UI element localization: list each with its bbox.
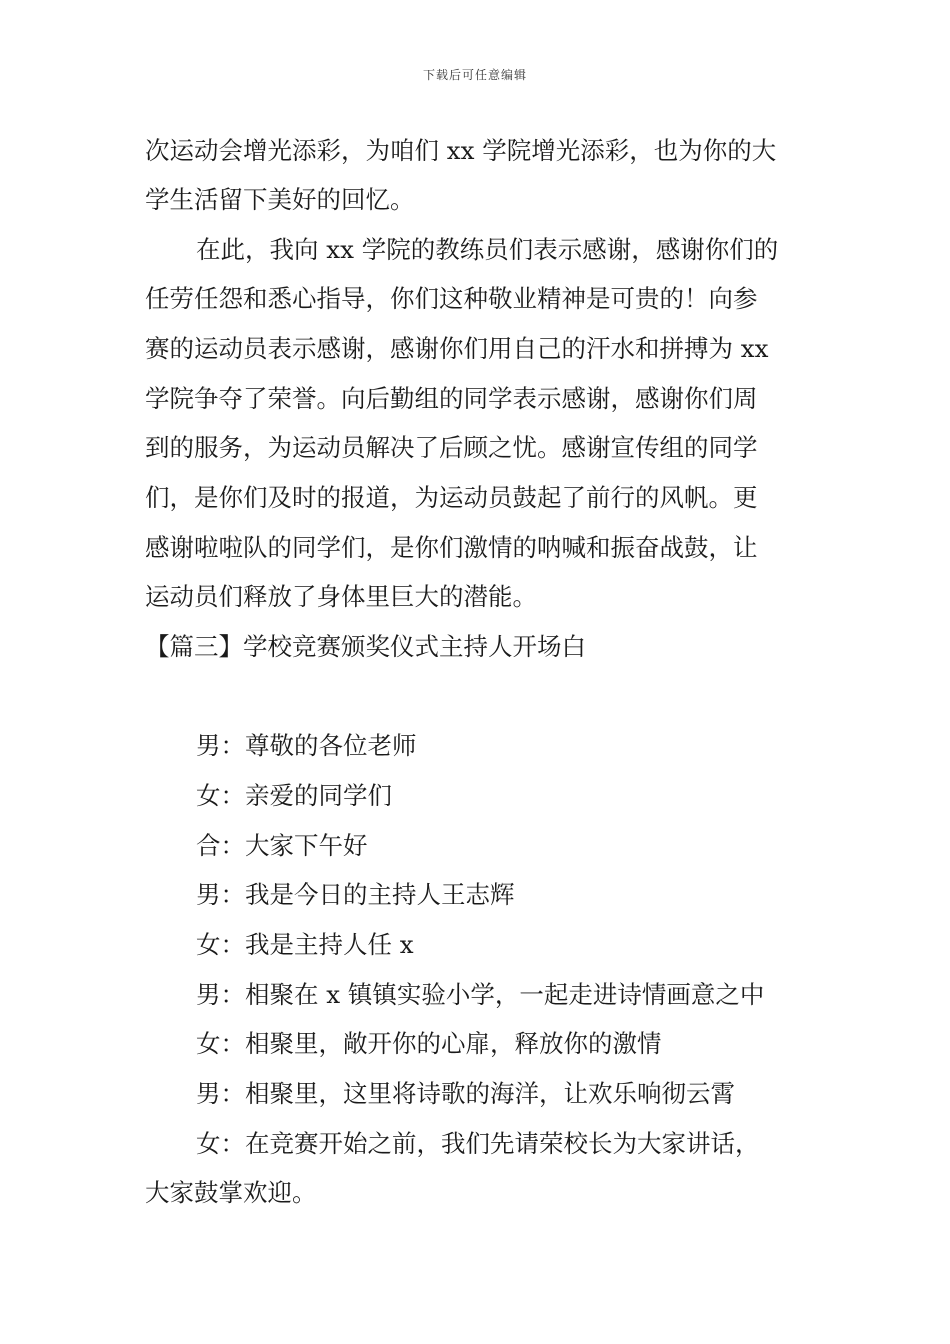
dialogue-line: 女：我是主持人任 x bbox=[196, 930, 414, 959]
paragraph-line: 运动员们释放了身体里巨大的潜能。 bbox=[145, 582, 537, 611]
paragraph-line: 任劳任怨和悉心指导，你们这种敬业精神是可贵的！向参 bbox=[145, 284, 758, 313]
paragraph-line: 在此，我向 xx 学院的教练员们表示感谢，感谢你们的 bbox=[196, 235, 779, 264]
dialogue-line: 男：相聚里，这里将诗歌的海洋，让欢乐响彻云霄 bbox=[196, 1079, 735, 1108]
dialogue-line: 大家鼓掌欢迎。 bbox=[145, 1178, 317, 1207]
paragraph-line: 赛的运动员表示感谢，感谢你们用自己的汗水和拼搏为 xx bbox=[145, 334, 769, 363]
paragraph-line: 学院争夺了荣誉。向后勤组的同学表示感谢，感谢你们周 bbox=[145, 384, 758, 413]
dialogue-line: 男：尊敬的各位老师 bbox=[196, 731, 417, 760]
paragraph-line: 们，是你们及时的报道，为运动员鼓起了前行的风帆。更 bbox=[145, 483, 758, 512]
paragraph-line: 学生活留下美好的回忆。 bbox=[145, 185, 415, 214]
header-note: 下载后可任意编辑 bbox=[422, 68, 527, 82]
paragraph-line: 次运动会增光添彩，为咱们 xx 学院增光添彩，也为你的大 bbox=[145, 136, 777, 165]
section-heading: 【篇三】学校竞赛颁奖仪式主持人开场白 bbox=[145, 632, 586, 661]
dialogue-line: 女：在竞赛开始之前，我们先请荣校长为大家讲话， bbox=[196, 1129, 760, 1158]
dialogue-line: 女：相聚里，敞开你的心扉，释放你的激情 bbox=[196, 1029, 662, 1058]
dialogue-line: 男：我是今日的主持人王志辉 bbox=[196, 880, 515, 909]
dialogue-line: 女：亲爱的同学们 bbox=[196, 781, 392, 810]
dialogue-line: 男：相聚在 x 镇镇实验小学，一起走进诗情画意之中 bbox=[196, 980, 765, 1009]
dialogue-line: 合：大家下午好 bbox=[196, 831, 368, 860]
paragraph-line: 到的服务，为运动员解决了后顾之忧。感谢宣传组的同学 bbox=[145, 433, 758, 462]
paragraph-line: 感谢啦啦队的同学们，是你们激情的呐喊和振奋战鼓，让 bbox=[145, 533, 758, 562]
